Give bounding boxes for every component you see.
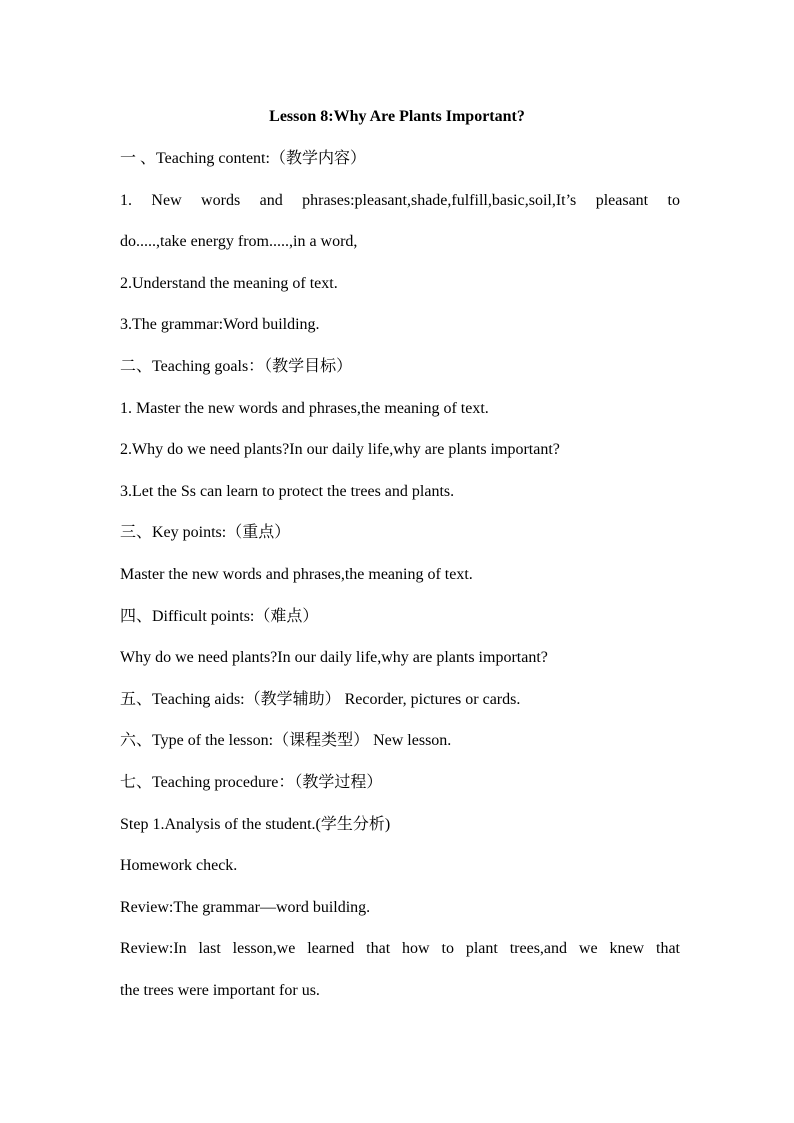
- content-item-grammar: 3.The grammar:Word building.: [120, 316, 320, 334]
- procedure-step-1: Step 1.Analysis of the student.(学生分析): [120, 815, 391, 833]
- content-item-understand-text: 2.Understand the meaning of text.: [120, 274, 338, 292]
- key-points-text: Master the new words and phrases,the meaning of text.: [120, 565, 473, 583]
- lesson-title: Lesson 8:Why Are Plants Important?: [269, 108, 525, 125]
- section-teaching-aids: 五、Teaching aids:（教学辅助） Recorder, pictures or cards.: [120, 690, 521, 708]
- section-heading-teaching-procedure: 七、Teaching procedure：（教学过程）: [120, 773, 383, 791]
- procedure-review-grammar: Review:The grammar—word building.: [120, 898, 371, 916]
- lesson-plan-body: [120, 147, 680, 1020]
- procedure-homework-check: Homework check.: [120, 857, 238, 875]
- procedure-review-last-lesson-continued: the trees were important for us.: [120, 981, 320, 999]
- difficult-points-text: Why do we need plants?In our daily life,why are plants important?: [120, 649, 548, 667]
- content-item-new-words: 1. New words and phrases:pleasant,shade,fulfill,basic,soil,It’s pleasant to: [120, 191, 680, 209]
- section-heading-teaching-goals: 二、Teaching goals：（教学目标）: [120, 357, 353, 375]
- procedure-review-last-lesson: Review:In last lesson,we learned that how to plant trees,and we knew that: [120, 940, 680, 958]
- goal-item-protect-trees: 3.Let the Ss can learn to protect the trees and plants.: [120, 482, 455, 500]
- section-heading-teaching-content: 一 、Teaching content:（教学内容）: [120, 150, 366, 167]
- section-type-of-lesson: 六、Type of the lesson:（课程类型） New lesson.: [120, 732, 452, 750]
- section-heading-key-points: 三、Key points:（重点）: [120, 524, 291, 542]
- goal-item-why-plants: 2.Why do we need plants?In our daily life,why are plants important?: [120, 441, 560, 459]
- section-heading-difficult-points: 四、Difficult points:（难点）: [120, 607, 319, 625]
- goal-item-master-words: 1. Master the new words and phrases,the meaning of text.: [120, 399, 489, 417]
- content-item-new-words-continued: do.....,take energy from.....,in a word,: [120, 233, 358, 251]
